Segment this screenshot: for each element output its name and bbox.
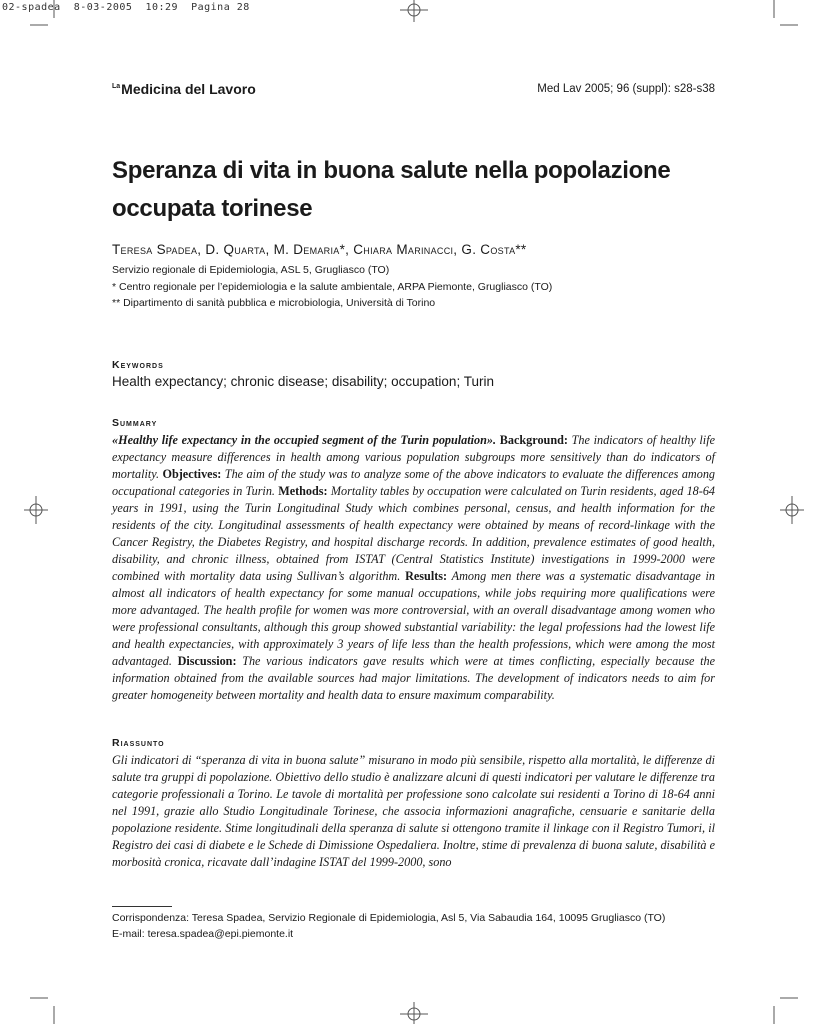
objectives-label: Objectives: [162,467,222,481]
background-label: Background: [499,433,568,447]
summary-paragraph [112,432,715,704]
affiliation-3: ** Dipartimento di sanità pubblica e microbiologia, Università di Torino [112,297,436,309]
methods-text: Mortality tables by occupation were calculated on Turin residents, aged 18-64 years in 1991, using the Turin Longitudinal Study which combines personal, census, and health information for the residents of the city. Longitudinal assessments of health expectancy were obtained by means of record-linkage with the Cancer Registry, the Diabetes Registry, and hospital discharge records. In addition, prevalence estimates of good health, disability, and chronic illness, obtained from ISTAT (Central Statistics Institute) investigations in 1999-2000 were combined with mortality data using Sullivan’s algorithm. [112,484,716,583]
summary-lead: «Healthy life expectancy in the occupied segment of the Turin population». [112,433,497,447]
results-text: Among men there was a systematic disadvantage in almost all indicators of health expectancy for some manual occupations, while jobs requiring more qualifications were more advantaged. The health profile for women was more controversial, with an overall disadvantage among women who were professional consultants, although this group showed substantial variability: the legal professions had the lowest life and health expectancies, with approximately 3 years of life less than the health professions, which were among the most advantaged. [112,569,716,668]
correspondence: Corrispondenza: Teresa Spadea, Servizio Regionale di Epidemiologia, Asl 5, Via Sabaudia 164, 10095 Grugliasco (TO) [112,912,666,924]
registration-mark-right [780,496,804,524]
authors: Teresa Spadea, D. Quarta, M. Demaria*, Chiara Marinacci, G. Costa** [112,242,527,257]
keywords-heading: Keywords [112,359,164,371]
methods-label: Methods: [278,484,328,498]
affiliation-1: Servizio regionale di Epidemiologia, ASL 5, Grugliasco (TO) [112,264,390,276]
background-text: The indicators of healthy life expectancy measure differences in health among various population subgroups more sensitively than do indicators of mortality. [112,433,715,481]
affiliation-2: * Centro regionale per l’epidemiologia e la salute ambientale, ARPA Piemonte, Grugliasco (TO) [112,281,553,293]
summary-heading: Summary [112,417,158,429]
journal-title: Medicina del Lavoro [121,81,256,97]
objectives-text: The aim of the study was to analyze some of the above indicators to evaluate the differences among occupational categories in Turin. [112,467,716,498]
registration-mark-bottom [400,1002,428,1024]
riassunto-paragraph: Gli indicatori di “speranza di vita in buona salute” misurano in modo più sensibile, rispetto alla mortalità, le differenze di salute tra gruppi di popolazione. Obiettivo dello studio è analizzare alcuni di questi indicatori per valutare le differenze tra categorie professionali a Torino. Le tavole di mortalità per professione sono calcolate sui residenti a Torino di 18-64 anni nel 1991, grazie allo Studio Longitudinale Torinese, che associa informazioni anagrafiche, censuarie e sanitarie della popolazione residente. Stime longitudinali della speranza di salute si ottengono tramite il linkage con il Registro Tumori, il Registro dei casi di diabete e le Schede di Dimissione Ospedaliera. Inoltre, stime di prevalenza di buona salute, disabilità e morbosità cronica, ricavate dall’indagine ISTAT del 1999-2000, sono [112,753,715,869]
email: E-mail: teresa.spadea@epi.piemonte.it [112,928,294,940]
footnote-rule [112,906,172,907]
article-title: Speranza di vita in buona salute nella popolazione occupata torinese [112,157,671,222]
journal-name [112,81,256,97]
results-label: Results: [405,569,448,583]
citation: Med Lav 2005; 96 (suppl): s28-s38 [537,83,715,95]
discussion-text: The various indicators gave results which were at times conflicting, especially because the information obtained from the available sources had major limitations. The development of indicators needs to aim for greater homogeneity between mortality and health data to ensure maximum comparability. [112,654,716,702]
print-slug: 02-spadea 8-03-2005 10:29 Pagina 28 [2,2,250,13]
discussion-label: Discussion: [177,654,237,668]
keywords-text: Health expectancy; chronic disease; disability; occupation; Turin [112,374,494,389]
registration-mark-left [24,496,48,524]
registration-mark-top [400,0,428,22]
riassunto-heading: Riassunto [112,737,165,749]
journal-prefix: La [112,83,121,90]
